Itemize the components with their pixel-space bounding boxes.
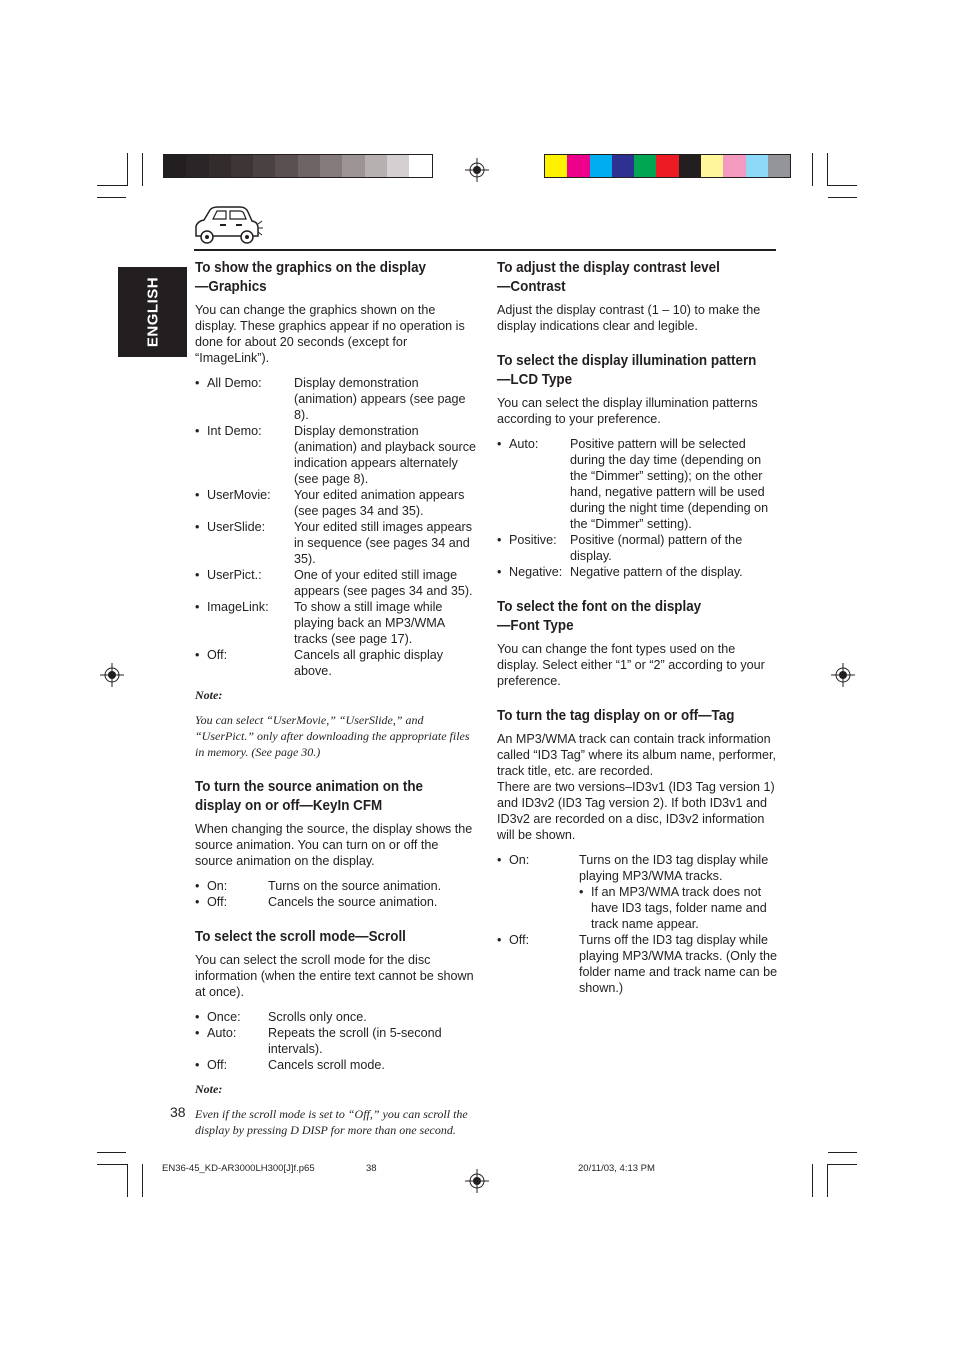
note-text: Even if the scroll mode is set to “Off,” you can scroll the display by pressing D DISP for more than one second. (195, 1107, 468, 1137)
note-label: Note: (195, 688, 223, 702)
color-swatch (590, 155, 612, 177)
crop-mark (812, 1164, 813, 1197)
car-icon (192, 204, 264, 248)
title-line: —Graphics (195, 279, 267, 295)
option-list (195, 878, 477, 910)
color-swatch (612, 155, 634, 177)
bullet: • (195, 648, 200, 662)
sub-item-text: If an MP3/WMA track does not have ID3 tags, folder name and track name appear. (591, 885, 767, 931)
title-line: —Contrast (497, 279, 566, 295)
option-value (579, 852, 779, 932)
crop-mark (827, 185, 857, 186)
gray-swatch-bar (163, 154, 433, 178)
option-value: Display demonstration (animation) appears (see page 8). (294, 376, 466, 422)
bullet: • (579, 885, 584, 899)
option-key: On: (207, 879, 228, 893)
left-column (195, 259, 477, 1156)
color-swatch (387, 155, 409, 177)
list-item (195, 487, 477, 519)
color-swatch (342, 155, 364, 177)
section-title (195, 259, 454, 297)
option-list (195, 375, 477, 679)
bullet: • (195, 488, 200, 502)
list-item (195, 1057, 477, 1073)
option-key: Int Demo: (207, 424, 262, 438)
color-swatch (567, 155, 589, 177)
list-item (497, 532, 779, 564)
list-item (195, 423, 477, 487)
crop-mark (97, 1164, 128, 1165)
option-value: Negative pattern of the display. (570, 565, 743, 579)
option-value: Display demonstration (animation) and playback source indication appears alternately (see page 8). (294, 424, 477, 486)
bullet: • (195, 424, 200, 438)
list-item (195, 519, 477, 567)
color-swatch (231, 155, 253, 177)
option-value: Cancels all graphic display above. (294, 648, 444, 678)
title-line: To select the display illumination pattern (497, 353, 757, 369)
paragraph-line: An MP3/WMA track can contain track information called “ID3 Tag” where its album name, performer, track title, etc. are recorded. (497, 732, 777, 778)
color-swatch (409, 155, 431, 177)
bullet: • (195, 568, 200, 582)
paragraph (497, 731, 779, 843)
crop-mark (142, 1164, 143, 1197)
color-swatch (768, 155, 790, 177)
crop-mark (828, 1152, 857, 1153)
option-value: Repeats the scroll (in 5-second intervals). (268, 1026, 442, 1056)
bullet: • (195, 376, 200, 390)
list-item (195, 1025, 477, 1057)
section-title: To select the scroll mode—Scroll (195, 929, 406, 945)
bullet: • (195, 879, 200, 893)
note-text: You can select “UserMovie,” “UserSlide,” and “UserPict.” only after downloading the appropriate files in memory. (See page 30.) (195, 713, 470, 759)
footer-file: EN36-45_KD-AR3000LH300[J]f.p65 (162, 1163, 315, 1174)
crop-mark (127, 153, 128, 186)
list-item (195, 647, 477, 679)
option-list (497, 436, 779, 580)
list-item (195, 375, 477, 423)
color-swatch (634, 155, 656, 177)
color-swatch (253, 155, 275, 177)
bullet: • (195, 1026, 200, 1040)
color-swatch (746, 155, 768, 177)
option-value: Turns on the source animation. (268, 879, 442, 893)
option-value: Positive (normal) pattern of the display. (570, 533, 743, 563)
crop-mark (97, 197, 126, 198)
section-graphics (195, 259, 477, 760)
option-key: Auto: (509, 437, 539, 451)
crop-mark (828, 197, 857, 198)
option-value: One of your edited still image appears (see pages 34 and 35). (294, 568, 473, 598)
section-contrast (497, 259, 779, 334)
language-tab-label: ENGLISH (144, 276, 161, 348)
bullet: • (497, 437, 502, 451)
option-value: Positive pattern will be selected during the day time (depending on the “Dimmer” setting); on the other hand, negative pattern will be used during the night time (depending on the “Dimmer” setting). (570, 437, 769, 531)
option-value: Cancels the source animation. (268, 895, 438, 909)
option-value: Cancels scroll mode. (268, 1058, 385, 1072)
section-title: To turn the tag display on or off—Tag (497, 708, 735, 724)
option-list (497, 852, 779, 996)
color-swatch (365, 155, 387, 177)
crop-mark (812, 153, 813, 186)
color-swatch (275, 155, 297, 177)
footer-page: 38 (366, 1163, 377, 1174)
title-line: display on or off—KeyIn CFM (195, 798, 383, 814)
option-key: ImageLink: (207, 600, 269, 614)
color-swatch (186, 155, 208, 177)
section-title (497, 352, 756, 390)
crop-mark (97, 1152, 126, 1153)
section-title (497, 598, 756, 636)
language-tab (118, 267, 187, 357)
color-swatch (164, 155, 186, 177)
registration-mark-icon (831, 663, 855, 687)
list-item (195, 1009, 477, 1025)
option-value: To show a still image while playing back an MP3/WMA tracks (see page 17). (294, 600, 445, 646)
page-number: 38 (170, 1104, 186, 1120)
registration-mark-icon (100, 663, 124, 687)
option-text: Turns on the ID3 tag display while playing MP3/WMA tracks. (579, 853, 769, 883)
option-value: Turns off the ID3 tag display while playing MP3/WMA tracks. (Only the folder name and track name can be shown.) (579, 933, 778, 995)
section-title (195, 778, 454, 816)
title-line: To adjust the display contrast level (497, 260, 720, 276)
color-swatch (656, 155, 678, 177)
title-line: To show the graphics on the display (195, 260, 427, 276)
color-swatch (298, 155, 320, 177)
color-swatch (679, 155, 701, 177)
paragraph: You can change the graphics shown on the display. These graphics appear if no operation is done for about 20 seconds (except for “ImageLink”). (195, 303, 465, 365)
crop-mark (97, 185, 128, 186)
list-item (497, 932, 779, 996)
option-key: Once: (207, 1010, 241, 1024)
option-key: UserPict.: (207, 568, 262, 582)
option-key: Off: (207, 1058, 228, 1072)
color-swatch (209, 155, 231, 177)
option-value: Scrolls only once. (268, 1010, 367, 1024)
option-key: On: (509, 853, 530, 867)
title-line: —Font Type (497, 618, 574, 634)
list-item (497, 564, 779, 580)
option-key: Positive: (509, 533, 557, 547)
section-title (497, 259, 756, 297)
footer-date: 20/11/03, 4:13 PM (578, 1163, 655, 1174)
paragraph: Adjust the display contrast (1 – 10) to make the display indications clear and legible. (497, 303, 761, 333)
registration-mark-icon (465, 158, 489, 182)
paragraph: When changing the source, the display shows the source animation. You can turn on or off the source animation on the display. (195, 822, 473, 868)
option-value: Your edited animation appears (see pages 34 and 35). (294, 488, 465, 518)
crop-mark (827, 153, 828, 186)
color-swatch (545, 155, 567, 177)
sub-item (579, 884, 779, 932)
bullet: • (195, 1058, 200, 1072)
list-item (195, 878, 477, 894)
registration-mark-icon (465, 1169, 489, 1193)
paragraph: You can select the scroll mode for the disc information (when the entire text cannot be shown at once). (195, 953, 474, 999)
section-tag (497, 707, 779, 996)
bullet: • (497, 933, 502, 947)
title-line: —LCD Type (497, 372, 573, 388)
section-lcd-type (497, 352, 779, 580)
option-list (195, 1009, 477, 1073)
bullet: • (195, 1010, 200, 1024)
bullet: • (497, 565, 502, 579)
color-swatch (320, 155, 342, 177)
list-item (497, 436, 779, 532)
color-swatch (701, 155, 723, 177)
crop-mark (142, 153, 143, 186)
list-item (195, 599, 477, 647)
option-key: Off: (509, 933, 530, 947)
list-item (497, 852, 779, 932)
bullet: • (195, 600, 200, 614)
paragraph: You can select the display illumination patterns according to your preference. (497, 396, 758, 426)
option-key: Auto: (207, 1026, 237, 1040)
bullet: • (195, 895, 200, 909)
title-line: To select the font on the display (497, 599, 702, 615)
bullet: • (497, 853, 502, 867)
bullet: • (497, 533, 502, 547)
header-rule (194, 249, 776, 251)
right-column (497, 259, 779, 1014)
color-swatch-bar (544, 154, 791, 178)
note-label: Note: (195, 1082, 223, 1096)
option-key: Negative: (509, 565, 563, 579)
option-key: Off: (207, 895, 228, 909)
crop-mark (127, 1164, 128, 1197)
option-value: Your edited still images appears in sequence (see pages 34 and 35). (294, 520, 473, 566)
section-keyin (195, 778, 477, 910)
option-key: All Demo: (207, 376, 262, 390)
bullet: • (195, 520, 200, 534)
list-item (195, 894, 477, 910)
paragraph-line: There are two versions–ID3v1 (ID3 Tag version 1) and ID3v2 (ID3 Tag version 2). If both ID3v1 and ID3v2 are recorded on a disc, ID3v2 information will be shown. (497, 780, 775, 842)
paragraph: You can change the font types used on the display. Select either “1” or “2” according to your preference. (497, 642, 765, 688)
option-key: UserSlide: (207, 520, 266, 534)
section-scroll (195, 928, 477, 1138)
option-key: UserMovie: (207, 488, 271, 502)
crop-mark (827, 1164, 828, 1197)
option-key: Off: (207, 648, 228, 662)
list-item (195, 567, 477, 599)
color-swatch (723, 155, 745, 177)
crop-mark (827, 1164, 857, 1165)
title-line: To turn the source animation on the (195, 779, 424, 795)
section-font-type (497, 598, 779, 689)
